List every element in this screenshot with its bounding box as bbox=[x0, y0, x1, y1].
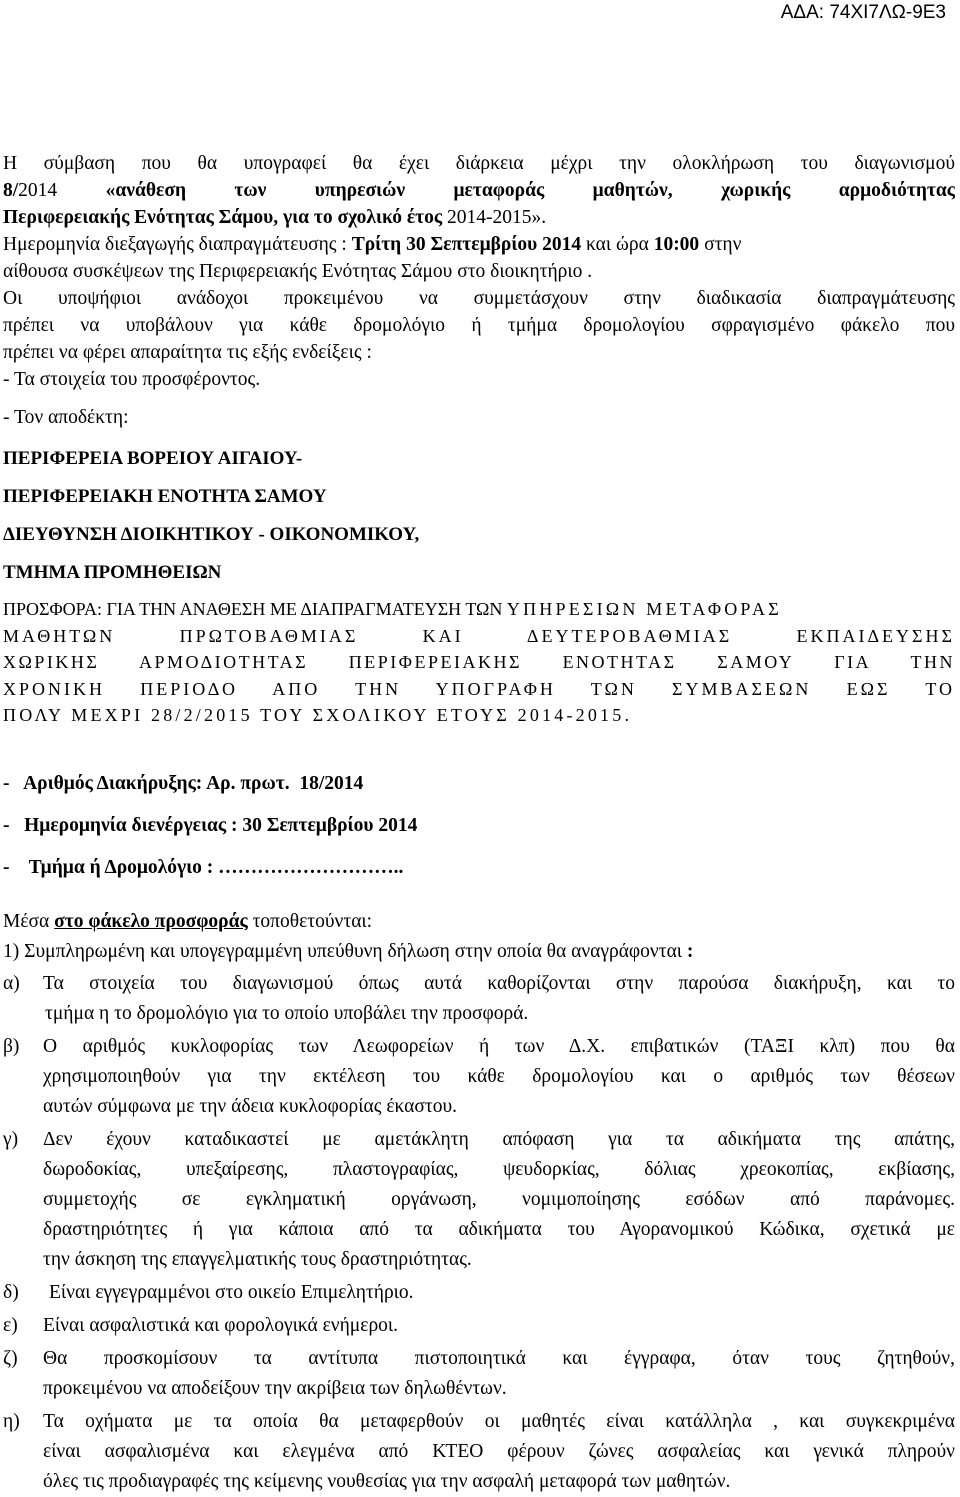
date-value: Τρίτη 30 Σεπτεμβρίου 2014 bbox=[351, 234, 582, 255]
document-body bbox=[3, 150, 955, 1497]
field-date bbox=[3, 805, 955, 847]
item-line: Είναι εγγεγραμμένοι στο οικείο Επιμελητήριο. bbox=[49, 1281, 414, 1303]
list-item bbox=[3, 1032, 955, 1122]
route-field: Τμήμα ή Δρομολόγιο : ……………………….. bbox=[28, 856, 404, 878]
colon: : bbox=[686, 940, 694, 962]
recipient-line-1: ΠΕΡΙΦΕΡΕΙΑ ΒΟΡΕΙΟΥ ΑΙΓΑΙΟΥ- bbox=[3, 448, 303, 469]
list-item bbox=[3, 1311, 955, 1341]
ada-number: ΑΔΑ: 74ΧΙ7ΛΩ-9Ε3 bbox=[780, 2, 946, 23]
recipient-line-4: ΤΜΗΜΑ ΠΡΟΜΗΘΕΙΩΝ bbox=[3, 562, 222, 583]
item-text bbox=[43, 969, 955, 1029]
item-line: Θα προσκομίσουν τα αντίτυπα πιστοποιητικά και έγγραφα, όταν τους ζητηθούν, bbox=[43, 1347, 955, 1369]
intro-subject-cont: Περιφερειακής Ενότητας Σάμου, για το σχολικό έτος bbox=[3, 207, 443, 228]
item-label: ζ) bbox=[3, 1347, 18, 1369]
contents-intro bbox=[3, 907, 955, 937]
list-item bbox=[3, 969, 955, 1029]
date-field: Ημερομηνία διενέργειας : 30 Σεπτεμβρίου 2014 bbox=[24, 814, 418, 836]
item-label: β) bbox=[3, 1035, 20, 1057]
intro-line-1: Η σύμβαση που θα υπογραφεί θα έχει διάρκεια μέχρι την ολοκλήρωση του διαγωνισμού bbox=[3, 153, 955, 174]
dash: - bbox=[3, 814, 10, 836]
recipient-line-2: ΠΕΡΙΦΕΡΕΙΑΚΗ ΕΝΟΤΗΤΑ ΣΑΜΟΥ bbox=[3, 486, 327, 507]
item-line: δραστηριότητες ή για κάποια από τα αδικήματα του Αγορανομικού Κώδικα, σχετικά με bbox=[43, 1218, 955, 1240]
items-list bbox=[3, 969, 955, 1497]
time-value: 10:00 bbox=[653, 234, 700, 255]
item-line: τμήμα η το δρομολόγιο για το οποίο υποβάλει την προσφορά. bbox=[45, 1002, 529, 1024]
fields-block bbox=[3, 763, 955, 889]
item-line: Τα στοιχεία του διαγωνισμού όπως αυτά καθορίζονται στην παρούσα διακήρυξη, και το bbox=[43, 972, 955, 994]
item-line: αυτών σύμφωνα με την άδεια κυκλοφορίας έκαστου. bbox=[43, 1095, 458, 1117]
time-label: και ώρα bbox=[586, 234, 649, 255]
intro-line-8: πρέπει να φέρει απαραίτητα τις εξής ενδείξεις : bbox=[3, 342, 372, 363]
date-label: Ημερομηνία διεξαγωγής διαπραγμάτευσης : bbox=[3, 234, 347, 255]
item-text bbox=[43, 1344, 955, 1404]
intro-line-3 bbox=[3, 204, 955, 231]
list-item bbox=[3, 1344, 955, 1404]
envelope-label: στο φάκελο προσφοράς bbox=[54, 910, 248, 932]
item-line: συμμετοχής σε εγκληματική οργάνωση, νομιμοποίησης εσόδων από παράνομες. bbox=[43, 1188, 955, 1210]
item-text bbox=[43, 1125, 955, 1275]
intro-number: 8/ bbox=[3, 180, 19, 201]
intro-line-6: Οι υποψήφιοι ανάδοχοι προκειμένου να συμμετάσχουν στην διαδικασία διαπραγμάτευσης bbox=[3, 288, 955, 309]
item-line: δωροδοκίας, υπεξαίρεσης, πλαστογραφίας, ψευδορκίας, δόλιας χρεοκοπίας, εκβίασης, bbox=[43, 1158, 955, 1180]
offer-line-3: ΧΩΡΙΚΗΣ ΑΡΜΟΔΙΟΤΗΤΑΣ ΠΕΡΙΦΕΡΕΙΑΚΗΣ ΕΝΟΤΗΤΑΣ ΣΑΜΟΥ ΓΙΑ ΤΗΝ bbox=[3, 652, 955, 673]
item-label: γ) bbox=[3, 1128, 19, 1150]
field-declaration bbox=[3, 763, 955, 805]
item-line: Τα οχήματα με τα οποία θα μεταφερθούν οι μαθητές είναι κατάλληλα , και συγκεκριμένα bbox=[43, 1410, 955, 1432]
list-item bbox=[3, 1278, 955, 1308]
item-line: είναι ασφαλισμένα και ελεγμένα από ΚΤΕΟ φέρουν ζώνες ασφαλείας και γενικά πληρούν bbox=[43, 1440, 955, 1462]
intro-line-9: - Τα στοιχεία του προσφέροντος. bbox=[3, 369, 261, 390]
item-line: όλες τις προδιαγραφές της κείμενης νουθεσίας για την ασφαλή μεταφορά των μαθητών. bbox=[43, 1470, 731, 1492]
item-label: δ) bbox=[3, 1281, 19, 1303]
item-line: την άσκηση της επαγγελματικής τους δραστηριότητας. bbox=[43, 1248, 472, 1270]
item-text bbox=[43, 1407, 955, 1497]
item-line: Δεν έχουν καταδικαστεί με αμετάκλητη απόφαση για τα αδικήματα της απάτης, bbox=[43, 1128, 955, 1150]
offer-line-2: ΜΑΘΗΤΩΝ ΠΡΩΤΟΒΑΘΜΙΑΣ ΚΑΙ ΔΕΥΤΕΡΟΒΑΘΜΙΑΣ ΕΚΠΑΙΔΕΥΣΗΣ bbox=[3, 625, 955, 646]
intro-line-4 bbox=[3, 231, 955, 258]
place-prefix: στην bbox=[704, 234, 742, 255]
field-route bbox=[3, 847, 955, 889]
offer-line-4: ΧΡΟΝΙΚΗ ΠΕΡΙΟΔΟ ΑΠΟ ΤΗΝ ΥΠΟΓΡΑΦΗ ΤΩΝ ΣΥΜΒΑΣΕΩΝ ΕΩΣ ΤΟ bbox=[3, 678, 955, 699]
offer-prefix: ΠΡΟΣΦΟΡΑ: ΓΙΑ ΤΗΝ ΑΝΑΘΕΣΗ ΜΕ ΔΙΑΠΡΑΓΜΑΤΕΥΣΗ ΤΩΝ bbox=[3, 599, 503, 619]
item-line: Είναι ασφαλιστικά και φορολογικά ενήμεροι. bbox=[43, 1314, 399, 1336]
item-line: χρησιμοποιηθούν για την εκτέλεση του κάθε δρομολογίου και ο αριθμός των θέσεων bbox=[43, 1065, 955, 1087]
intro-year: 2014 bbox=[18, 180, 58, 201]
intro-subject: «ανάθεση των υπηρεσιών μεταφοράς μαθητών, χωρικής αρμοδιότητας bbox=[105, 180, 955, 201]
declaration-number: 18/2014 bbox=[299, 772, 364, 794]
item-line: Ο αριθμός κυκλοφορίας των Λεωφορείων ή των Δ.Χ. επιβατικών (ΤΑΞΙ κλπ) που θα bbox=[43, 1035, 955, 1057]
dash: - bbox=[3, 772, 10, 794]
intro-line-10: - Τον αποδέκτη: bbox=[3, 407, 129, 428]
list-item bbox=[3, 1125, 955, 1275]
intro-line-5: αίθουσα συσκέψεων της Περιφερειακής Ενότητας Σάμου στο διοικητήριο . bbox=[3, 261, 593, 282]
contents-prefix: Μέσα bbox=[3, 910, 50, 932]
contents-block bbox=[3, 907, 955, 967]
intro-school-year: 2014-2015». bbox=[447, 207, 547, 228]
list-item bbox=[3, 1407, 955, 1497]
offer-services: ΥΠΗΡΕΣΙΩΝ ΜΕΤΑΦΟΡΑΣ bbox=[506, 599, 782, 619]
recipient-block bbox=[3, 440, 955, 592]
offer-block bbox=[3, 596, 955, 729]
item-text bbox=[43, 1032, 955, 1122]
item-label: η) bbox=[3, 1410, 20, 1432]
contents-suffix: τοποθετούνται: bbox=[252, 910, 373, 932]
intro-line-2 bbox=[3, 177, 955, 204]
item-label: α) bbox=[3, 972, 20, 994]
declaration-text: 1) Συμπληρωμένη και υπογεγραμμένη υπεύθυνη δήλωση στην οποία θα αναγράφονται bbox=[3, 940, 683, 962]
contents-item-1 bbox=[3, 937, 955, 967]
offer-line-5: ΠΟΛΥ ΜΕΧΡΙ 28/2/2015 ΤΟΥ ΣΧΟΛΙΚΟΥ ΕΤΟΥΣ 2014-2015. bbox=[3, 705, 633, 726]
declaration-label: Αριθμός Διακήρυξης: Αρ. πρωτ. bbox=[23, 772, 290, 794]
recipient-line-3: ΔΙΕΥΘΥΝΣΗ ΔΙΟΙΚΗΤΙΚΟΥ - ΟΙΚΟΝΟΜΙΚΟΥ, bbox=[3, 524, 420, 545]
offer-line-1 bbox=[3, 596, 955, 623]
item-line: προκειμένου να αποδείξουν την ακρίβεια των δηλωθέντων. bbox=[43, 1377, 507, 1399]
intro-line-7: πρέπει να υποβάλουν για κάθε δρομολόγιο ή τμήμα δρομολογίου σφραγισμένο φάκελο που bbox=[3, 315, 955, 336]
item-label: ε) bbox=[3, 1314, 18, 1336]
dash: - bbox=[3, 856, 10, 878]
